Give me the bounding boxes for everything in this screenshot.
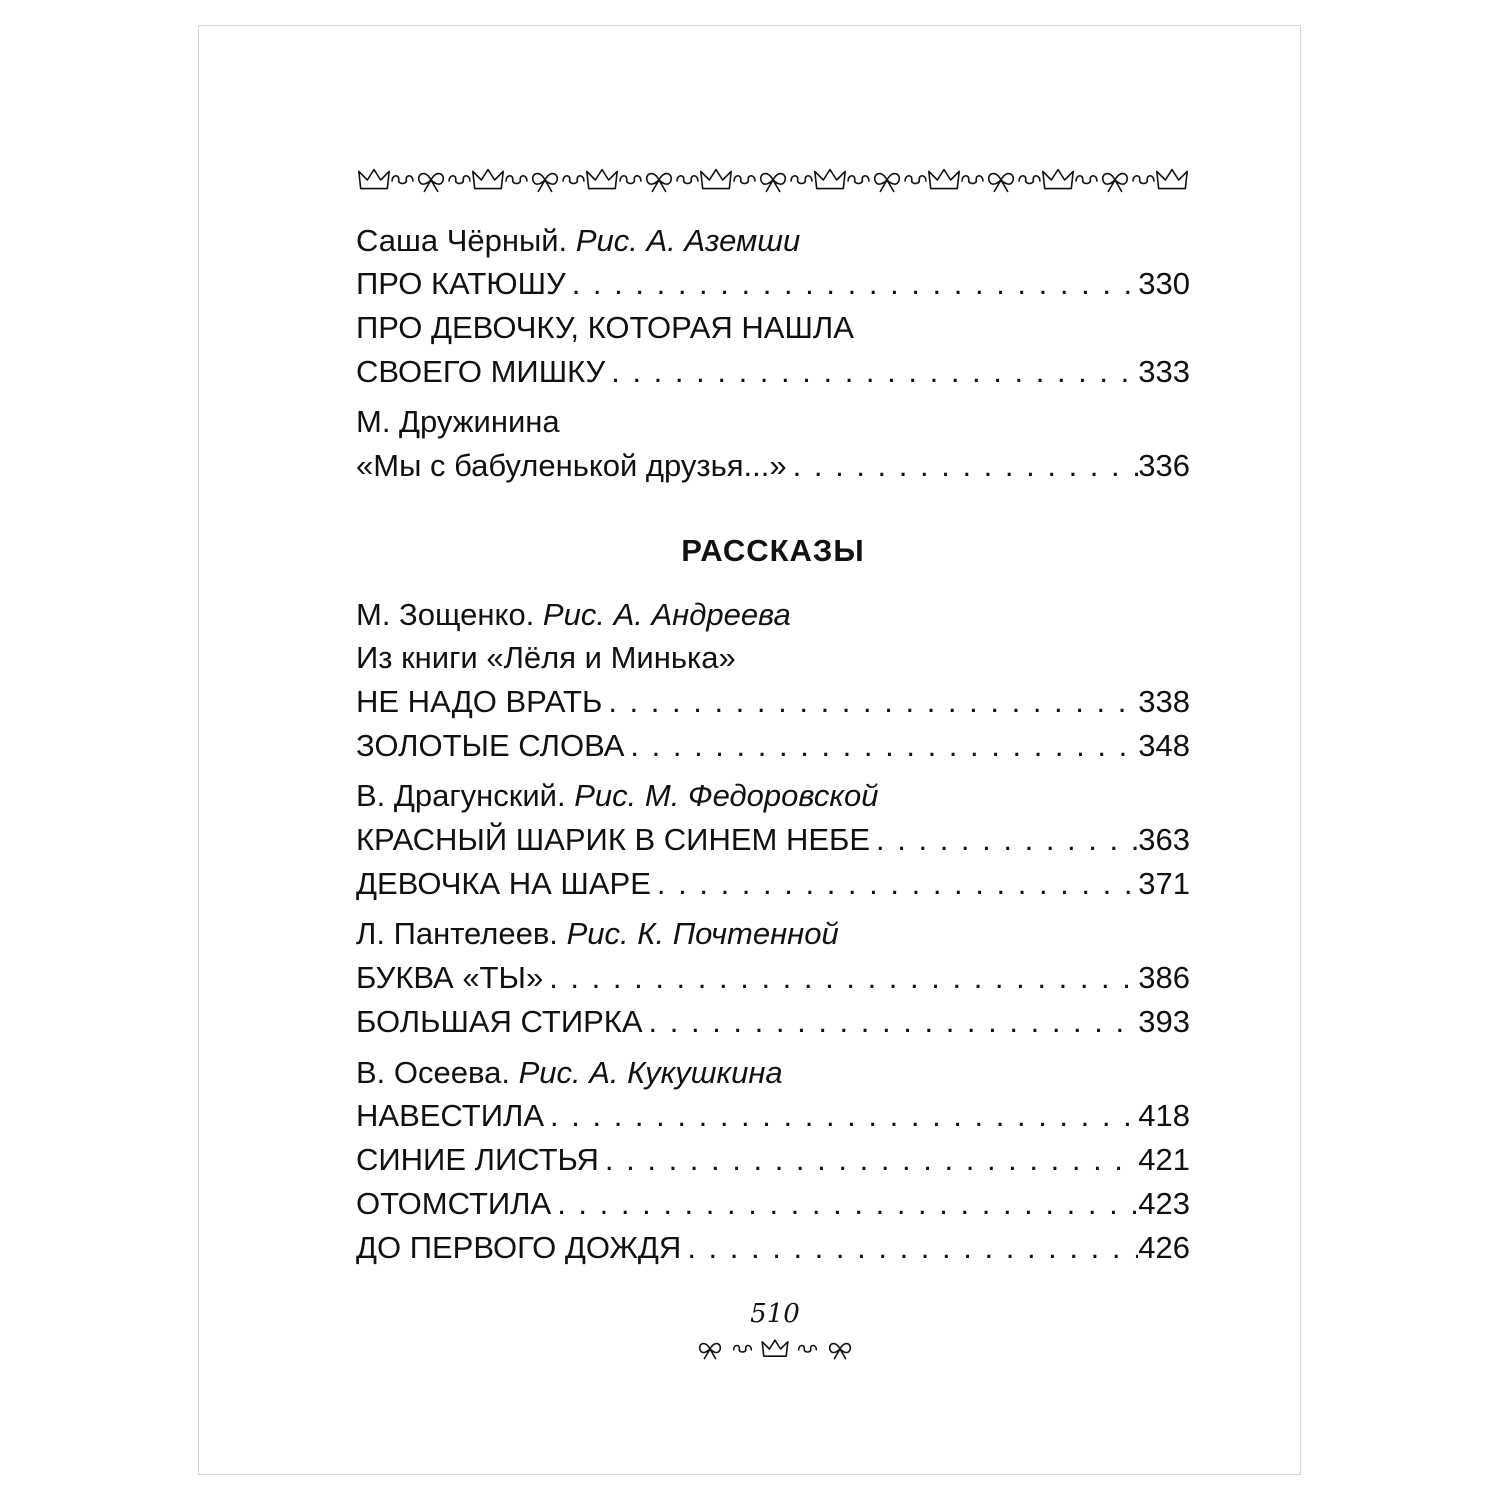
crown-icon (762, 1340, 788, 1356)
crown-icon (473, 170, 503, 189)
illustrator-name: Рис. А. Кукушкина (518, 1055, 783, 1090)
entry-page: 338 (1138, 684, 1190, 719)
toc-entry[interactable] (356, 1002, 1190, 1042)
author-line (356, 221, 1190, 261)
entry-title: НАВЕСТИЛА (356, 1098, 545, 1133)
author-line (356, 1053, 1190, 1093)
entry-page: 393 (1138, 1004, 1190, 1039)
swirl-icon (962, 176, 983, 184)
entry-title: ОТОМСТИЛА (356, 1186, 552, 1221)
entry-title: ДЕВОЧКА НА ШАРЕ (356, 866, 651, 901)
swirl-icon (1019, 176, 1040, 184)
crown-icon (587, 170, 617, 189)
dot-leader (599, 1140, 1138, 1180)
toc-entry[interactable] (356, 1228, 1190, 1268)
entry-page: 426 (1138, 1230, 1190, 1265)
author-name: М. Дружинина (356, 404, 560, 439)
swirl-icon (848, 176, 869, 184)
toc-entry[interactable] (356, 682, 1190, 722)
illustrator-name: Рис. К. Почтенной (566, 916, 839, 951)
crown-icon (1043, 170, 1073, 189)
crown-icon (359, 170, 389, 189)
toc-entry[interactable] (356, 820, 1190, 860)
entry-title: ДО ПЕРВОГО ДОЖДЯ (356, 1230, 682, 1265)
entry-title: «Мы с бабуленькой друзья...» (356, 448, 787, 483)
bow-icon (700, 1344, 721, 1359)
bow-icon (533, 174, 558, 192)
author-line (356, 402, 1190, 442)
crown-icon (1157, 170, 1187, 189)
dot-leader (681, 1228, 1138, 1268)
author-name: Саша Чёрный. (356, 223, 568, 258)
toc-entry[interactable] (356, 264, 1190, 304)
dot-leader (544, 1096, 1138, 1136)
toc-entry[interactable] (356, 958, 1190, 998)
dot-leader (543, 958, 1138, 998)
entry-title: БУКВА «ТЫ» (356, 960, 544, 995)
swirl-icon (449, 176, 470, 184)
swirl-icon (392, 176, 413, 184)
illustrator-name: Рис. А. Аземши (575, 223, 801, 258)
swirl-icon (677, 176, 698, 184)
toc-entry[interactable] (356, 446, 1190, 486)
entry-title: ЗОЛОТЫЕ СЛОВА (356, 728, 625, 763)
entry-title: БОЛЬШАЯ СТИРКА (356, 1004, 643, 1039)
swirl-icon (734, 1345, 752, 1352)
header-ornament (354, 160, 1192, 200)
entry-page: 386 (1138, 960, 1190, 995)
crown-icon (815, 170, 845, 189)
bow-icon (761, 174, 786, 192)
entry-page: 348 (1138, 728, 1190, 763)
bow-icon (647, 174, 672, 192)
swirl-icon (734, 176, 755, 184)
dot-leader (551, 1184, 1138, 1224)
entry-title: СВОЕГО МИШКУ (356, 354, 606, 389)
entry-title: НЕ НАДО ВРАТЬ (356, 684, 603, 719)
footer-ornament (690, 1333, 860, 1365)
entry-title-line[interactable]: ПРО ДЕВОЧКУ, КОТОРАЯ НАШЛА (356, 310, 854, 345)
author-name: В. Драгунский. (356, 778, 566, 813)
book-subtitle: Из книги «Лёля и Минька» (356, 640, 736, 675)
swirl-icon (1076, 176, 1097, 184)
swirl-icon (620, 176, 641, 184)
toc-entry[interactable] (356, 1184, 1190, 1224)
swirl-icon (799, 1345, 817, 1352)
bow-icon (989, 174, 1014, 192)
author-name: Л. Пантелеев. (356, 916, 558, 951)
crown-icon (701, 170, 731, 189)
entry-page: 423 (1138, 1186, 1190, 1221)
toc-entry[interactable] (356, 352, 1190, 392)
illustrator-name: Рис. М. Федоровской (574, 778, 879, 813)
dot-leader (870, 820, 1138, 860)
swirl-icon (563, 176, 584, 184)
bow-icon (875, 174, 900, 192)
author-name: В. Осеева. (356, 1055, 510, 1090)
dot-leader (602, 682, 1138, 722)
entry-title: ПРО КАТЮШУ (356, 266, 566, 301)
bow-icon (419, 174, 444, 192)
entry-page: 333 (1138, 354, 1190, 389)
toc-entry[interactable] (356, 726, 1190, 766)
dot-leader (643, 1002, 1139, 1042)
author-line (356, 776, 1190, 816)
author-name: М. Зощенко. (356, 597, 535, 632)
entry-page: 371 (1138, 866, 1190, 901)
page-number: 510 (750, 1299, 800, 1329)
entry-page: 336 (1138, 448, 1190, 483)
dot-leader (605, 352, 1138, 392)
swirl-icon (791, 176, 812, 184)
dot-leader (566, 264, 1139, 304)
dot-leader (624, 726, 1138, 766)
crown-icon (929, 170, 959, 189)
entry-page: 421 (1138, 1142, 1190, 1177)
bow-icon (830, 1344, 851, 1359)
author-line (356, 914, 1190, 954)
swirl-icon (905, 176, 926, 184)
toc-entry[interactable] (356, 1140, 1190, 1180)
entry-page: 363 (1138, 822, 1190, 857)
entry-page: 330 (1138, 266, 1190, 301)
bow-icon (1103, 174, 1128, 192)
toc-entry[interactable] (356, 1096, 1190, 1136)
swirl-icon (506, 176, 527, 184)
dot-leader (651, 864, 1138, 904)
entry-page: 418 (1138, 1098, 1190, 1133)
swirl-icon (1133, 176, 1154, 184)
entry-title: СИНИЕ ЛИСТЬЯ (356, 1142, 599, 1177)
dot-leader (787, 446, 1139, 486)
toc-entry[interactable] (356, 864, 1190, 904)
author-line (356, 595, 1190, 635)
section-heading: РАССКАЗЫ (681, 533, 865, 568)
entry-title: КРАСНЫЙ ШАРИК В СИНЕМ НЕБЕ (356, 822, 871, 857)
illustrator-name: Рис. А. Андреева (542, 597, 791, 632)
